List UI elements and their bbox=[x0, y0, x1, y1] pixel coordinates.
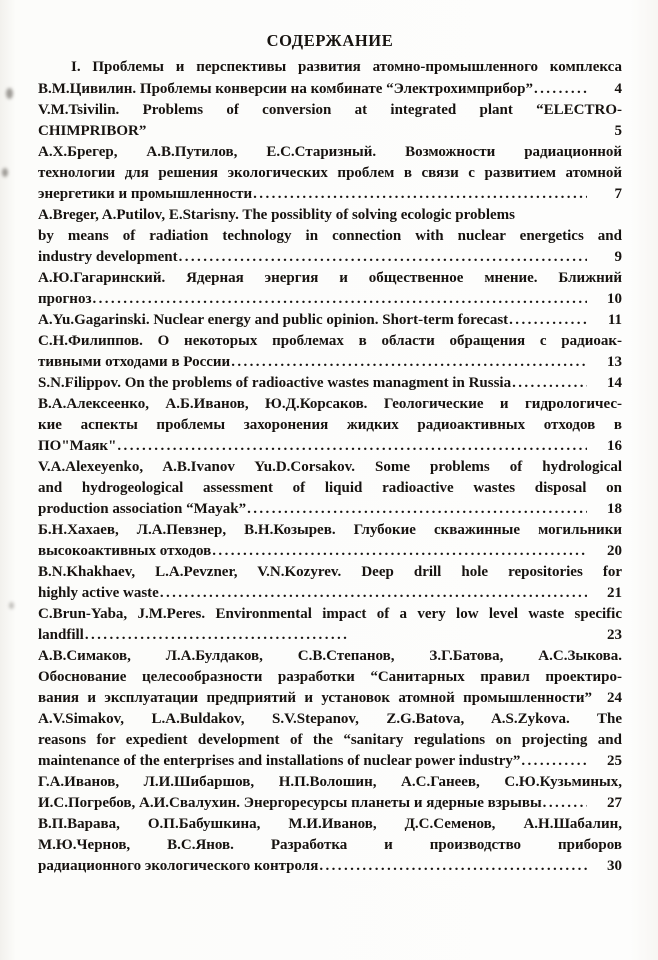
toc-line bbox=[38, 814, 622, 835]
toc-line-text: технологии для решения экологических проблем в связи с развитием атомной bbox=[38, 165, 622, 181]
toc-line bbox=[38, 121, 622, 142]
toc-line bbox=[38, 520, 622, 541]
toc-page-number: 18 bbox=[607, 501, 622, 517]
toc-line-text: В.А.Алексеенко, А.Б.Иванов, Ю.Д.Корсаков. Геологические и гидрологичес- bbox=[38, 396, 622, 412]
toc-line-text: and hydrogeological assessment of liquid radioactive wastes disposal on bbox=[38, 480, 622, 496]
toc-line bbox=[38, 856, 622, 877]
toc-line bbox=[38, 226, 622, 247]
toc-line-text: Г.А.Иванов, Л.И.Шибаршов, Н.П.Волошин, А.С.Ганеев, С.Ю.Кузьминых, bbox=[38, 774, 622, 790]
toc-line-text: вания и эксплуатации предприятий и установок атомной промышленности” bbox=[38, 690, 592, 706]
toc-line bbox=[38, 541, 622, 562]
toc-line bbox=[38, 793, 622, 814]
toc-line bbox=[38, 436, 622, 457]
toc-line-text: highly active waste bbox=[38, 585, 159, 601]
toc-line-text: ПО"Маяк" bbox=[38, 438, 117, 454]
toc-line-text: С.Н.Филиппов. О некоторых проблемах в области обращения с радиоак- bbox=[38, 333, 622, 349]
toc-line bbox=[38, 562, 622, 583]
dot-leader bbox=[179, 247, 587, 268]
toc-line bbox=[38, 583, 622, 604]
toc-page-number: 21 bbox=[607, 585, 622, 601]
toc-line-text: S.N.Filippov. On the problems of radioactive wastes managment in Russia bbox=[38, 375, 512, 391]
toc-page-number: 9 bbox=[614, 249, 622, 265]
toc-line bbox=[38, 352, 622, 373]
dot-leader bbox=[512, 373, 587, 394]
toc-page-number: 7 bbox=[614, 186, 622, 202]
toc-line bbox=[38, 688, 622, 709]
dot-leader bbox=[117, 436, 587, 457]
dot-leader bbox=[319, 856, 587, 877]
toc-line bbox=[38, 751, 622, 772]
toc-line-text: V.M.Tsivilin. Problems of conversion at integrated plant “ELECTRO- bbox=[38, 102, 622, 118]
toc-line bbox=[38, 667, 622, 688]
toc-line-text: CHIMPRIBOR” bbox=[38, 123, 147, 139]
toc-page-number: 10 bbox=[607, 291, 622, 307]
toc-page-number: 5 bbox=[614, 123, 622, 139]
toc-line bbox=[38, 310, 622, 331]
dot-leader bbox=[534, 79, 587, 100]
toc-line-text: И.С.Погребов, А.И.Свалухин. Энергоресурсы планеты и ядерные взрывы bbox=[38, 795, 542, 811]
toc-line bbox=[38, 268, 622, 289]
toc-line-text: энергетики и промышленности bbox=[38, 186, 253, 202]
toc-line bbox=[38, 835, 622, 856]
toc-line-text: В.М.Цивилин. Проблемы конверсии на комбинате “Электрохимприбор” bbox=[38, 81, 533, 97]
toc-line bbox=[38, 373, 622, 394]
toc-line bbox=[38, 478, 622, 499]
toc-page-number: 23 bbox=[607, 627, 622, 643]
dot-leader bbox=[543, 793, 587, 814]
toc-line-text: А.Х.Брегер, А.В.Путилов, Е.С.Старизный. Возможности радиационной bbox=[38, 144, 622, 160]
toc-page-number: 14 bbox=[607, 375, 622, 391]
scan-artifact bbox=[9, 602, 14, 609]
toc-page-number: 27 bbox=[607, 795, 622, 811]
toc-line bbox=[38, 205, 622, 226]
toc-line bbox=[38, 79, 622, 100]
toc-page-number: 25 bbox=[607, 753, 622, 769]
dot-leader bbox=[92, 289, 587, 310]
dot-leader bbox=[160, 583, 587, 604]
toc-line-text: А.Ю.Гагаринский. Ядерная энергия и общественное мнение. Ближний bbox=[38, 270, 622, 286]
toc-line bbox=[38, 457, 622, 478]
dot-leader bbox=[253, 184, 587, 205]
toc-page-number: 11 bbox=[607, 312, 622, 328]
toc-line-text: кие аспекты проблемы захоронения жидких радиоактивных отходов в bbox=[38, 417, 622, 433]
section-heading: I. Проблемы и перспективы развития атомно-промышленного комплекса bbox=[71, 59, 622, 75]
toc-line-text: А.В.Симаков, Л.А.Булдаков, С.В.Степанов, З.Г.Батова, А.С.Зыкова. bbox=[38, 648, 622, 664]
toc-line-text: A.V.Simakov, L.A.Buldakov, S.V.Stepanov, Z.G.Batova, A.S.Zykova. The bbox=[38, 711, 622, 727]
toc-line-text: B.N.Khakhaev, L.A.Pevzner, V.N.Kozyrev. Deep drill hole repositories for bbox=[38, 564, 622, 580]
toc-page-number: 4 bbox=[614, 81, 622, 97]
toc-line bbox=[38, 142, 622, 163]
toc-line-text: V.A.Alexeyenko, A.B.Ivanov Yu.D.Corsakov. Some problems of hydrological bbox=[38, 459, 622, 475]
toc-line-text: Б.Н.Хахаев, Л.А.Певзнер, В.Н.Козырев. Глубокие скважинные могильники bbox=[38, 522, 622, 538]
toc-line bbox=[38, 499, 622, 520]
page-title: СОДЕРЖАНИЕ bbox=[266, 31, 394, 50]
toc-line-text: industry development bbox=[38, 249, 178, 265]
toc-line-text: C.Brun-Yaba, J.M.Peres. Environmental impact of a very low level waste specific bbox=[38, 606, 622, 622]
dot-leader bbox=[521, 751, 587, 772]
toc-page-number: 30 bbox=[607, 858, 622, 874]
toc-line bbox=[38, 247, 622, 268]
toc-line-text: production association “Mayak” bbox=[38, 501, 247, 517]
scan-artifact bbox=[2, 168, 8, 177]
dot-leader bbox=[247, 499, 587, 520]
toc-line-text: maintenance of the enterprises and installations of nuclear power industry” bbox=[38, 753, 521, 769]
dot-leader bbox=[212, 541, 587, 562]
toc-list bbox=[38, 79, 622, 877]
toc-line-text: радиационного экологического контроля bbox=[38, 858, 319, 874]
toc-line bbox=[38, 772, 622, 793]
toc-line-text: прогноз bbox=[38, 291, 92, 307]
toc-line-text: В.П.Варава, О.П.Бабушкина, М.И.Иванов, Д.С.Семенов, А.Н.Шабалин, bbox=[38, 816, 622, 832]
toc-line bbox=[38, 730, 622, 751]
toc-line bbox=[38, 604, 622, 625]
toc-page-number: 24 bbox=[607, 690, 622, 706]
toc-line bbox=[38, 184, 622, 205]
toc-line-text: reasons for expedient development of the “sanitary regulations on projecting and bbox=[38, 732, 622, 748]
toc-line bbox=[38, 625, 622, 646]
toc-line-text: by means of radiation technology in connection with nuclear energetics and bbox=[38, 228, 622, 244]
toc-line-text: Обоснование целесообразности разработки “Санитарных правил проектиро- bbox=[38, 669, 622, 685]
toc-line bbox=[38, 415, 622, 436]
toc-line bbox=[38, 100, 622, 121]
toc-line bbox=[38, 289, 622, 310]
toc-line-text: A.Yu.Gagarinski. Nuclear energy and public opinion. Short-term forecast bbox=[38, 312, 509, 328]
scan-artifact bbox=[6, 88, 13, 99]
toc-page-number: 13 bbox=[607, 354, 622, 370]
toc-line bbox=[38, 394, 622, 415]
toc-line bbox=[38, 163, 622, 184]
toc-page-number: 20 bbox=[607, 543, 622, 559]
toc-page-number: 16 bbox=[607, 438, 622, 454]
toc-line-text: М.Ю.Чернов, В.С.Янов. Разработка и производство приборов bbox=[38, 837, 622, 853]
toc-line-text: тивными отходами в России bbox=[38, 354, 231, 370]
toc-line-text: A.Breger, A.Putilov, E.Starisny. The possiblity of solving ecologic problems bbox=[38, 207, 515, 223]
toc-line bbox=[38, 331, 622, 352]
toc-line bbox=[38, 709, 622, 730]
dot-leader bbox=[231, 352, 587, 373]
dot-leader bbox=[85, 625, 347, 646]
toc-line bbox=[38, 646, 622, 667]
toc-line-text: высокоактивных отходов bbox=[38, 543, 212, 559]
dot-leader bbox=[509, 310, 587, 331]
toc-line-text: landfill bbox=[38, 627, 84, 643]
